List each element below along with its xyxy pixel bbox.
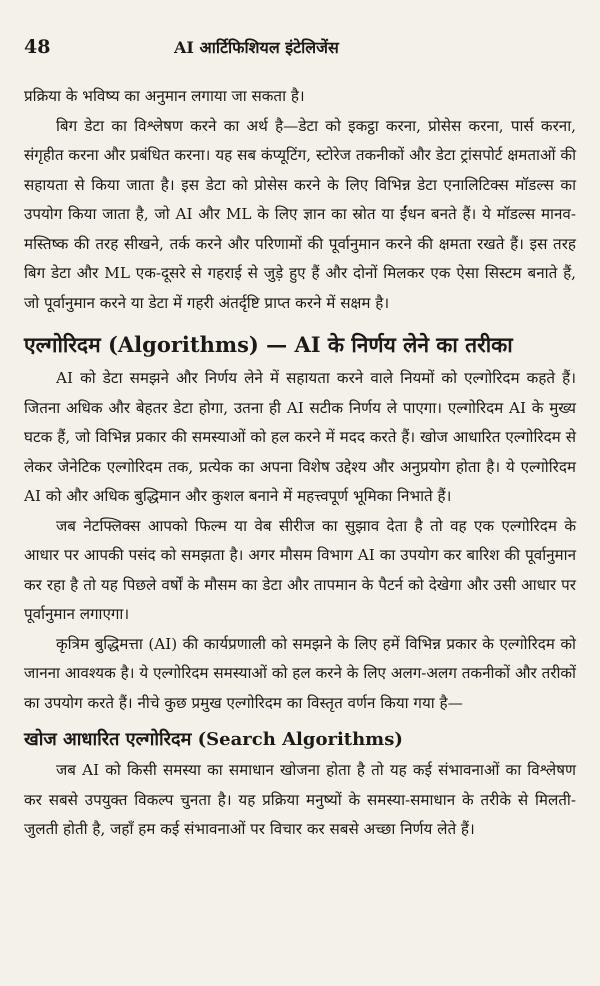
paragraph-continuation: प्रक्रिया के भविष्य का अनुमान लगाया जा सकता है। xyxy=(24,87,305,105)
book-title: AI आर्टिफिशियल इंटेलिजेंस xyxy=(174,38,339,57)
section-heading-algorithms: एल्गोरिदम (Algorithms) — AI के निर्णय लेने का तरीका xyxy=(24,332,513,357)
paragraph-big-data: बिग डेटा का विश्लेषण करने का अर्थ है—डेटा को इकट्ठा करना, प्रोसेस करना, पार्स करना, संगृहीत करना और प्रबंधित करना। यह सब कंप्यूटिंग, स्टोरेज तकनीकों और डेटा ट्रांसपोर्ट क्षमताओं की सहायता से किया जाता है। इस डेटा को प्रोसेस करने के लिए विभिन्न डेटा एनालिटिक्स मॉडल्स का उपयोग किया जाता है, जो AI और ML के लिए ज्ञान का स्रोत या ईंधन बनते हैं। ये मॉडल्स मानव-मस्तिष्क की तरह सीखने, तर्क करने और परिणामों की पूर्वानुमान करने की क्षमता रखते हैं। इस तरह बिग डेटा और ML एक-दूसरे से गहराई से जुड़े हुए हैं और दोनों मिलकर एक ऐसा सिस्टम बनाते हैं, जो पूर्वानुमान करने या डेटा में गहरी अंतर्दृष्टि प्राप्त करने में सक्षम है। xyxy=(24,116,576,312)
running-header xyxy=(24,36,576,66)
subsection-heading-search-algorithms: खोज आधारित एल्गोरिदम (Search Algorithms) xyxy=(24,729,403,750)
paragraph-netflix-example: जब नेटफ्लिक्स आपको फिल्म या वेब सीरीज का सुझाव देता है तो वह एक एल्गोरिदम के आधार पर आपकी पसंद को समझता है। अगर मौसम विभाग AI का उपयोग कर बारिश की पूर्वानुमान कर रहा है तो यह पिछले वर्षों के मौसम का डेटा और तापमान के पैटर्न को देखेगा और उसी आधार पर पूर्वानुमान लगाएगा। xyxy=(24,516,576,623)
paragraph-algorithm-types-intro: कृत्रिम बुद्धिमत्ता (AI) की कार्यप्रणाली को समझने के लिए हमें विभिन्न प्रकार के एल्गोरिदम को जानना आवश्यक है। ये एल्गोरिदम समस्याओं को हल करने के लिए अलग-अलग तकनीकों और तरीकों का उपयोग करते हैं। नीचे कुछ प्रमुख एल्गोरिदम का विस्तृत वर्णन किया गया है— xyxy=(24,634,576,712)
paragraph-search-algorithms: जब AI को किसी समस्या का समाधान खोजना होता है तो यह कई संभावनाओं का विश्लेषण कर सबसे उपयुक्त विकल्प चुनता है। यह प्रक्रिया मनुष्यों के समस्या-समाधान के तरीके से मिलती-जुलती होती है, जहाँ हम कई संभावनाओं पर विचार कर सबसे अच्छा निर्णय लेते हैं। xyxy=(24,761,576,838)
paragraph-algorithm-definition: AI को डेटा समझने और निर्णय लेने में सहायता करने वाले नियमों को एल्गोरिदम कहते हैं। जितना अधिक और बेहतर डेटा होगा, उतना ही AI सटीक निर्णय ले पाएगा। एल्गोरिदम AI के मुख्य घटक हैं, जो विभिन्न प्रकार की समस्याओं को हल करने में मदद करते हैं। खोज आधारित एल्गोरिदम से लेकर जेनेटिक एल्गोरिदम तक, प्रत्येक का अपना विशेष उद्देश्य और अनुप्रयोग होता है। ये एल्गोरिदम AI को और अधिक बुद्धिमान और कुशल बनाने में महत्त्वपूर्ण भूमिका निभाते हैं। xyxy=(24,369,576,505)
page-number: 48 xyxy=(24,36,51,58)
